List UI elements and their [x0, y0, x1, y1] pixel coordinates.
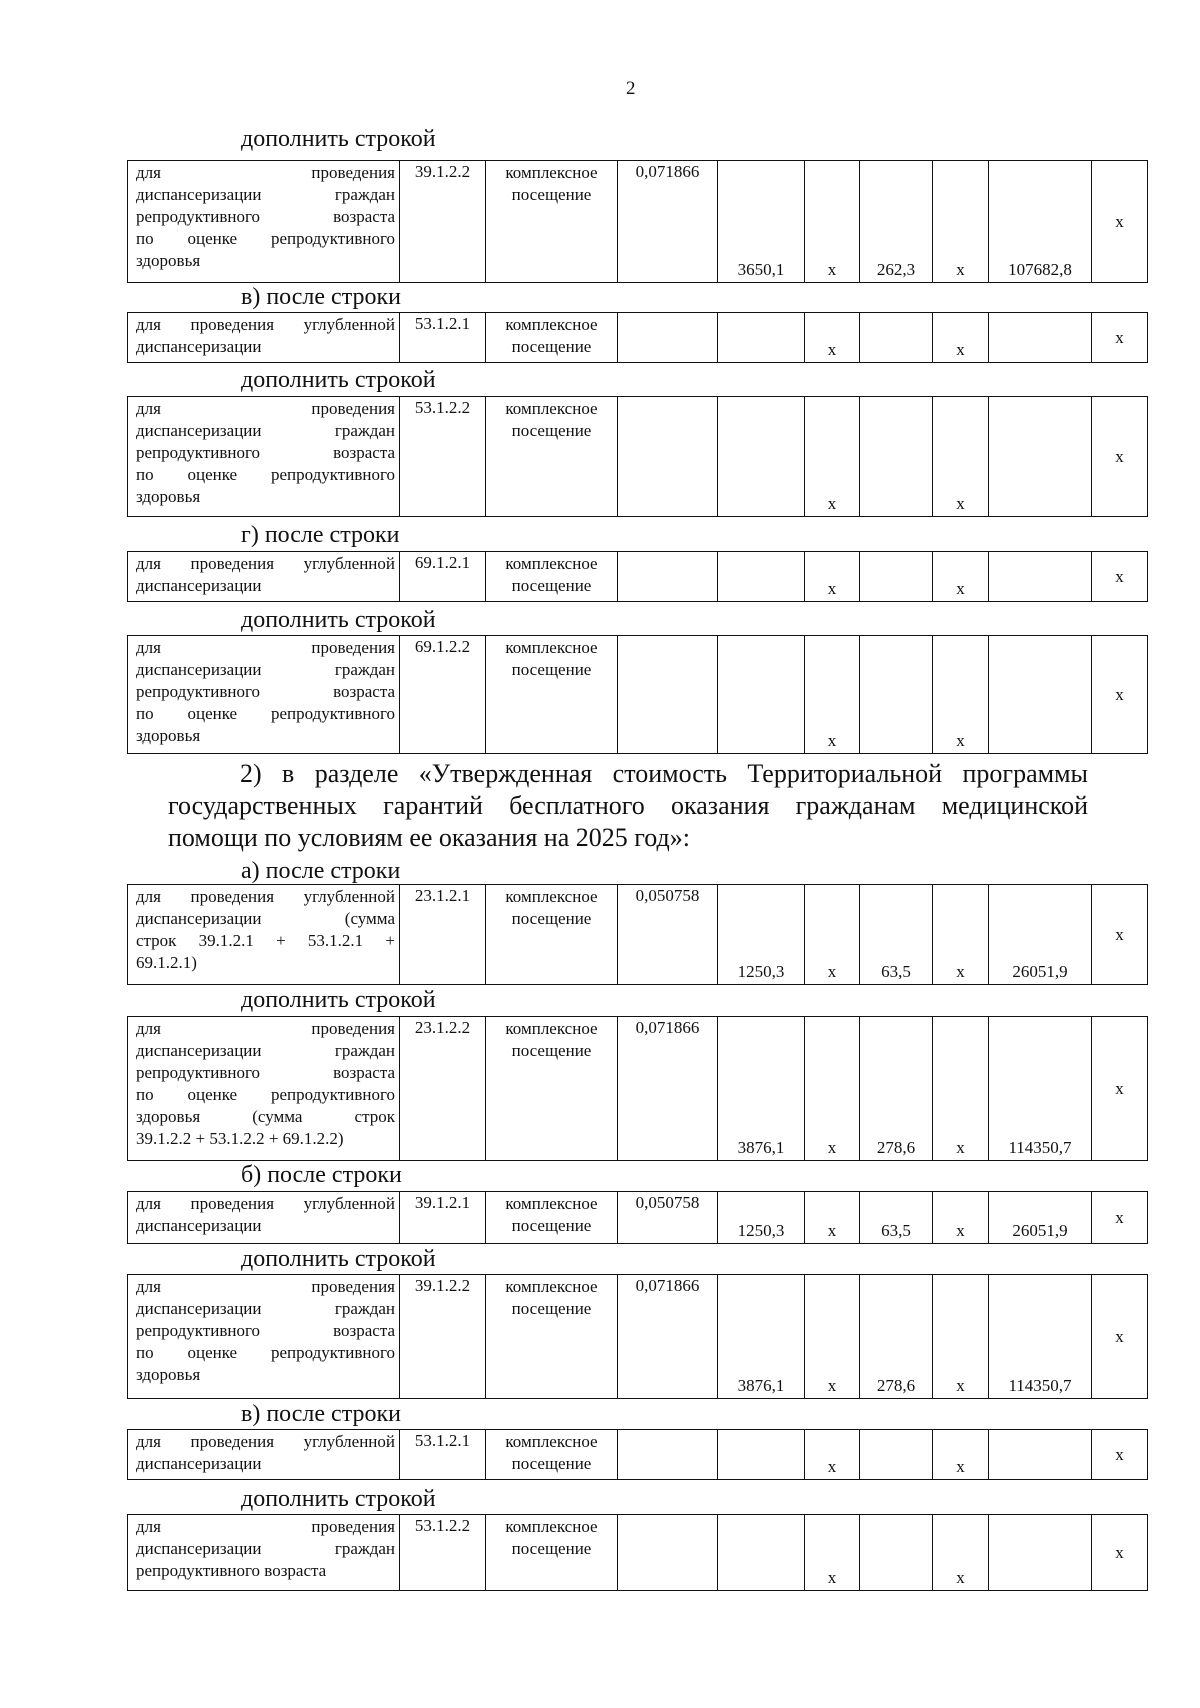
- row-norm: [618, 313, 718, 363]
- description-line: для проведения углубленной: [136, 315, 395, 334]
- row-cost-per-unit: 1250,3: [718, 1192, 805, 1244]
- table-row: [128, 1192, 1148, 1244]
- row-cost-per-unit: [718, 636, 805, 754]
- row-norm: 0,050758: [618, 1192, 718, 1244]
- row-code: 53.1.2.1: [400, 1430, 486, 1480]
- row-cell-x: х: [805, 161, 860, 283]
- row-description: [128, 636, 400, 754]
- section-paragraph: [168, 758, 1088, 854]
- row-per-capita: [860, 636, 933, 754]
- row-unit: комплексное посещение: [486, 1515, 618, 1591]
- row-description: [128, 313, 400, 363]
- row-cell-x: х: [1092, 1275, 1148, 1399]
- amendment-heading: дополнить строкой: [241, 1246, 436, 1272]
- table-row: [128, 1017, 1148, 1161]
- description-line: диспансеризации: [136, 1216, 262, 1235]
- row-total: 26051,9: [989, 885, 1092, 985]
- amendment-heading: г) после строки: [241, 522, 400, 548]
- row-unit: комплексное посещение: [486, 1192, 618, 1244]
- paragraph-line: 2) в разделе «Утвержденная стоимость Территориальной программы: [240, 759, 1088, 788]
- row-code: 69.1.2.1: [400, 552, 486, 602]
- row-cell-x: х: [805, 1192, 860, 1244]
- row-code: 23.1.2.2: [400, 1017, 486, 1161]
- row-cell-x: х: [805, 885, 860, 985]
- program-table-row: [127, 1016, 1148, 1161]
- table-row: [128, 397, 1148, 517]
- row-cell-x: х: [805, 313, 860, 363]
- row-cell-x: х: [933, 1192, 989, 1244]
- description-line: диспансеризации граждан: [136, 660, 395, 679]
- table-row: [128, 1430, 1148, 1480]
- description-line: репродуктивного возраста: [136, 1321, 395, 1340]
- row-description: [128, 1192, 400, 1244]
- description-line: по оценке репродуктивного: [136, 1085, 395, 1104]
- row-unit: комплексное посещение: [486, 397, 618, 517]
- program-table-row: [127, 635, 1148, 754]
- row-unit: комплексное посещение: [486, 1430, 618, 1480]
- row-per-capita: 278,6: [860, 1275, 933, 1399]
- row-cost-per-unit: [718, 552, 805, 602]
- row-code: 53.1.2.2: [400, 1515, 486, 1591]
- amendment-heading: дополнить строкой: [241, 1486, 436, 1512]
- row-total: [989, 397, 1092, 517]
- paragraph-line: помощи по условиям ее оказания на 2025 год»:: [168, 823, 690, 852]
- row-unit: комплексное посещение: [486, 1275, 618, 1399]
- row-code: 39.1.2.2: [400, 1275, 486, 1399]
- row-cell-x: х: [805, 552, 860, 602]
- row-code: 39.1.2.2: [400, 161, 486, 283]
- description-line: диспансеризации граждан: [136, 185, 395, 204]
- row-per-capita: [860, 397, 933, 517]
- row-per-capita: 63,5: [860, 1192, 933, 1244]
- description-line: репродуктивного возраста: [136, 207, 395, 226]
- row-cell-x: х: [933, 1017, 989, 1161]
- program-table-row: [127, 884, 1148, 985]
- row-per-capita: [860, 1515, 933, 1591]
- row-total: [989, 313, 1092, 363]
- description-line: диспансеризации: [136, 576, 262, 595]
- amendment-heading: дополнить строкой: [241, 987, 436, 1013]
- amendment-heading: в) после строки: [241, 1401, 401, 1427]
- row-cell-x: х: [1092, 1515, 1148, 1591]
- row-total: [989, 1430, 1092, 1480]
- row-cost-per-unit: [718, 1515, 805, 1591]
- description-line: здоровья: [136, 1365, 201, 1384]
- row-cell-x: х: [1092, 313, 1148, 363]
- row-description: [128, 161, 400, 283]
- description-line: диспансеризации: [136, 337, 262, 356]
- paragraph-line: государственных гарантий бесплатного оказания гражданам медицинской: [168, 791, 1088, 820]
- row-cell-x: х: [933, 552, 989, 602]
- table-row: [128, 552, 1148, 602]
- description-line: диспансеризации (сумма: [136, 909, 395, 928]
- row-total: 114350,7: [989, 1275, 1092, 1399]
- description-line: строк 39.1.2.1 + 53.1.2.1 +: [136, 931, 395, 950]
- table-row: [128, 1275, 1148, 1399]
- program-table-row: [127, 396, 1148, 517]
- description-line: для проведения: [136, 163, 395, 182]
- row-code: 69.1.2.2: [400, 636, 486, 754]
- description-line: 69.1.2.1): [136, 953, 197, 972]
- table-row: [128, 1515, 1148, 1591]
- amendment-heading: в) после строки: [241, 284, 401, 310]
- row-per-capita: 278,6: [860, 1017, 933, 1161]
- row-cell-x: х: [933, 161, 989, 283]
- row-code: 23.1.2.1: [400, 885, 486, 985]
- program-table-row: [127, 1514, 1148, 1591]
- row-cost-per-unit: [718, 397, 805, 517]
- row-description: [128, 885, 400, 985]
- description-line: диспансеризации граждан: [136, 1041, 395, 1060]
- description-line: для проведения углубленной: [136, 887, 395, 906]
- table-row: [128, 313, 1148, 363]
- description-line: по оценке репродуктивного: [136, 704, 395, 723]
- row-description: [128, 1275, 400, 1399]
- description-line: диспансеризации: [136, 1454, 262, 1473]
- row-unit: комплексное посещение: [486, 1017, 618, 1161]
- amendment-heading: а) после строки: [241, 858, 401, 884]
- row-total: [989, 552, 1092, 602]
- row-per-capita: [860, 1430, 933, 1480]
- amendment-heading: дополнить строкой: [241, 126, 436, 152]
- description-line: для проведения: [136, 1517, 395, 1536]
- row-description: [128, 397, 400, 517]
- description-line: для проведения углубленной: [136, 1194, 395, 1213]
- description-line: диспансеризации граждан: [136, 1299, 395, 1318]
- row-cost-per-unit: [718, 313, 805, 363]
- program-table-row: [127, 160, 1148, 283]
- amendment-heading: дополнить строкой: [241, 607, 436, 633]
- row-cell-x: х: [933, 313, 989, 363]
- description-line: диспансеризации граждан: [136, 421, 395, 440]
- description-line: для проведения: [136, 1277, 395, 1296]
- row-code: 39.1.2.1: [400, 1192, 486, 1244]
- row-cell-x: х: [805, 397, 860, 517]
- description-line: для проведения углубленной: [136, 1432, 395, 1451]
- row-unit: комплексное посещение: [486, 161, 618, 283]
- row-norm: 0,071866: [618, 1017, 718, 1161]
- program-table-row: [127, 1191, 1148, 1244]
- description-line: здоровья (сумма строк: [136, 1107, 395, 1126]
- row-cell-x: х: [1092, 885, 1148, 985]
- description-line: для проведения углубленной: [136, 554, 395, 573]
- amendment-heading: б) после строки: [241, 1162, 402, 1188]
- row-cost-per-unit: 3650,1: [718, 161, 805, 283]
- row-unit: комплексное посещение: [486, 885, 618, 985]
- row-description: [128, 552, 400, 602]
- description-line: здоровья: [136, 487, 201, 506]
- description-line: по оценке репродуктивного: [136, 229, 395, 248]
- row-per-capita: [860, 552, 933, 602]
- row-unit: комплексное посещение: [486, 552, 618, 602]
- row-norm: [618, 397, 718, 517]
- row-total: [989, 1515, 1092, 1591]
- description-line: по оценке репродуктивного: [136, 1343, 395, 1362]
- table-row: [128, 161, 1148, 283]
- description-line: для проведения: [136, 399, 395, 418]
- table-row: [128, 885, 1148, 985]
- row-norm: [618, 1515, 718, 1591]
- row-unit: комплексное посещение: [486, 636, 618, 754]
- row-cell-x: х: [1092, 552, 1148, 602]
- row-norm: [618, 1430, 718, 1480]
- program-table-row: [127, 551, 1148, 602]
- program-table-row: [127, 1429, 1148, 1480]
- row-norm: 0,050758: [618, 885, 718, 985]
- row-norm: 0,071866: [618, 1275, 718, 1399]
- row-per-capita: 63,5: [860, 885, 933, 985]
- row-cell-x: х: [1092, 397, 1148, 517]
- row-cell-x: х: [933, 1515, 989, 1591]
- row-cell-x: х: [933, 1430, 989, 1480]
- description-line: здоровья: [136, 726, 201, 745]
- program-table-row: [127, 1274, 1148, 1399]
- row-total: [989, 636, 1092, 754]
- page-number: 2: [626, 78, 636, 99]
- row-cost-per-unit: 3876,1: [718, 1017, 805, 1161]
- description-line: репродуктивного возраста: [136, 1561, 327, 1580]
- row-cell-x: х: [1092, 1192, 1148, 1244]
- description-line: 39.1.2.2 + 53.1.2.2 + 69.1.2.2): [136, 1129, 344, 1148]
- row-cost-per-unit: 3876,1: [718, 1275, 805, 1399]
- row-cell-x: х: [933, 885, 989, 985]
- row-unit: комплексное посещение: [486, 313, 618, 363]
- row-cost-per-unit: [718, 1430, 805, 1480]
- table-row: [128, 636, 1148, 754]
- row-cell-x: х: [1092, 636, 1148, 754]
- description-line: репродуктивного возраста: [136, 1063, 395, 1082]
- row-cost-per-unit: 1250,3: [718, 885, 805, 985]
- description-line: репродуктивного возраста: [136, 682, 395, 701]
- row-description: [128, 1430, 400, 1480]
- row-norm: [618, 636, 718, 754]
- row-total: 107682,8: [989, 161, 1092, 283]
- row-code: 53.1.2.2: [400, 397, 486, 517]
- row-per-capita: 262,3: [860, 161, 933, 283]
- program-table-row: [127, 312, 1148, 363]
- description-line: здоровья: [136, 251, 201, 270]
- amendment-heading: дополнить строкой: [241, 367, 436, 393]
- row-cell-x: х: [1092, 1017, 1148, 1161]
- row-norm: [618, 552, 718, 602]
- row-total: 114350,7: [989, 1017, 1092, 1161]
- description-line: по оценке репродуктивного: [136, 465, 395, 484]
- row-cell-x: х: [805, 1430, 860, 1480]
- row-norm: 0,071866: [618, 161, 718, 283]
- description-line: диспансеризации граждан: [136, 1539, 395, 1558]
- row-total: 26051,9: [989, 1192, 1092, 1244]
- row-cell-x: х: [805, 1017, 860, 1161]
- row-cell-x: х: [933, 636, 989, 754]
- row-per-capita: [860, 313, 933, 363]
- row-description: [128, 1017, 400, 1161]
- row-cell-x: х: [1092, 161, 1148, 283]
- row-cell-x: х: [933, 397, 989, 517]
- row-description: [128, 1515, 400, 1591]
- description-line: для проведения: [136, 638, 395, 657]
- row-cell-x: х: [805, 636, 860, 754]
- row-cell-x: х: [1092, 1430, 1148, 1480]
- description-line: для проведения: [136, 1019, 395, 1038]
- row-cell-x: х: [933, 1275, 989, 1399]
- row-cell-x: х: [805, 1515, 860, 1591]
- row-code: 53.1.2.1: [400, 313, 486, 363]
- description-line: репродуктивного возраста: [136, 443, 395, 462]
- row-cell-x: х: [805, 1275, 860, 1399]
